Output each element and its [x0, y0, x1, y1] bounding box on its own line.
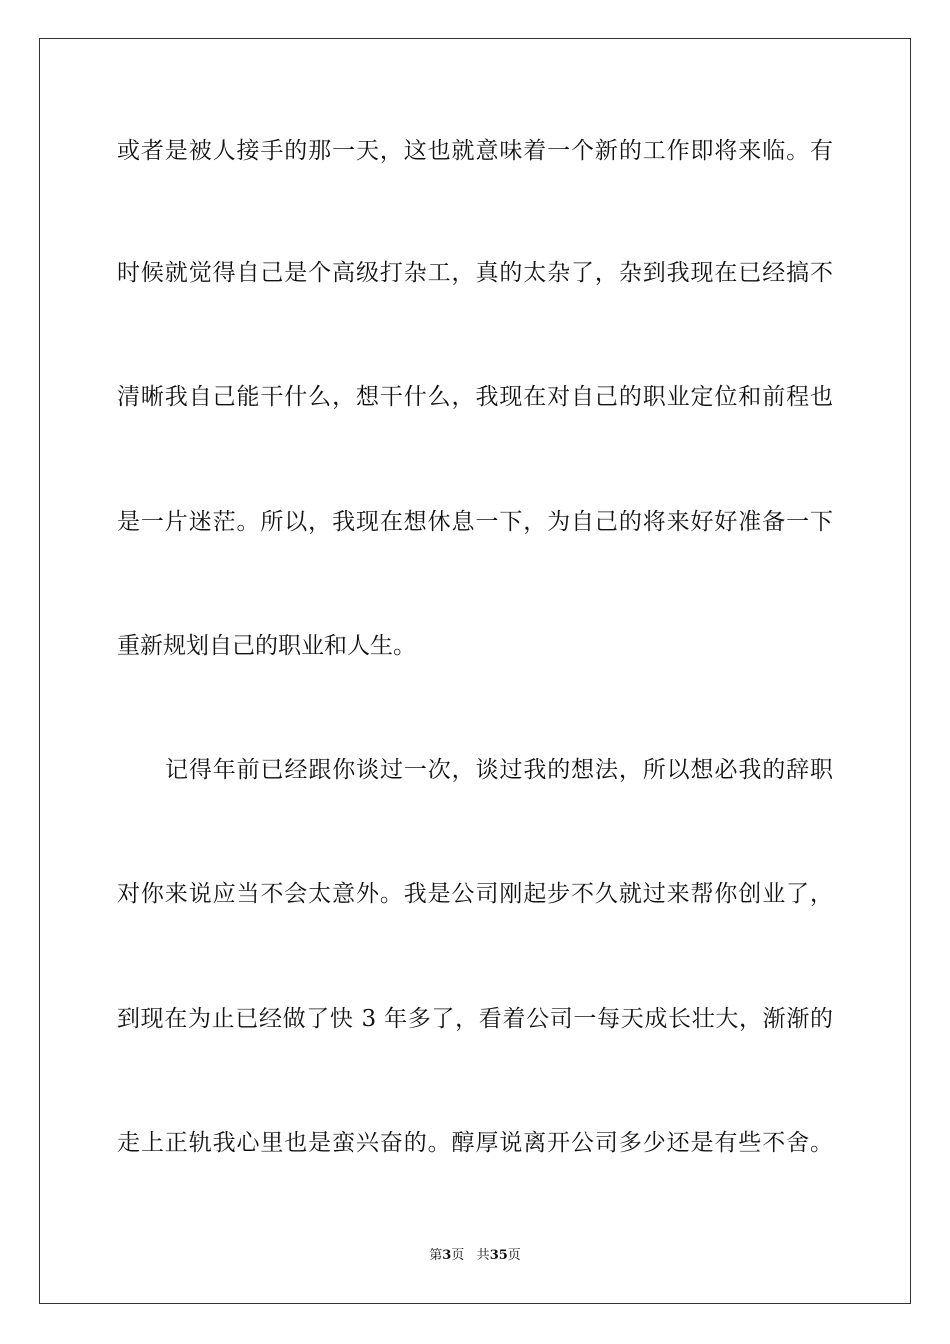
text-line-5: 重新规划自己的职业和人生。: [117, 633, 416, 659]
text-line-4: 是一片迷茫。所以，我现在想休息一下，为自己的将来好好准备一下: [117, 509, 833, 535]
text-line-3: 清晰我自己能干什么，想干什么，我现在对自己的职业定位和前程也: [117, 384, 833, 410]
text-line-6: 记得年前已经跟你谈过一次，谈过我的想法，所以想必我的辞职: [165, 757, 833, 783]
total-prefix: 共: [476, 1248, 490, 1263]
text-line-9: 走上正轨我心里也是蛮兴奋的。醇厚说离开公司多少还是有些不舍。: [117, 1130, 833, 1156]
text-line-1: 或者是被人接手的那一天，这也就意味着一个新的工作即将来临。有: [117, 138, 833, 164]
page-number: 3: [442, 1248, 452, 1263]
total-pages: 35: [489, 1248, 508, 1263]
page-prefix: 第: [429, 1248, 443, 1263]
page-suffix: 页: [451, 1248, 465, 1263]
text-line-7: 对你来说应当不会太意外。我是公司刚起步不久就过来帮你创业了，: [117, 881, 833, 907]
total-suffix: 页: [507, 1248, 521, 1263]
page-border: [39, 38, 911, 1304]
text-line-8: 到现在为止已经做了快 3 年多了，看着公司一每天成长壮大，渐渐的: [117, 1006, 833, 1032]
text-line-2: 时候就觉得自己是个高级打杂工，真的太杂了，杂到我现在已经搞不: [117, 260, 833, 286]
page-footer: [0, 1247, 950, 1265]
